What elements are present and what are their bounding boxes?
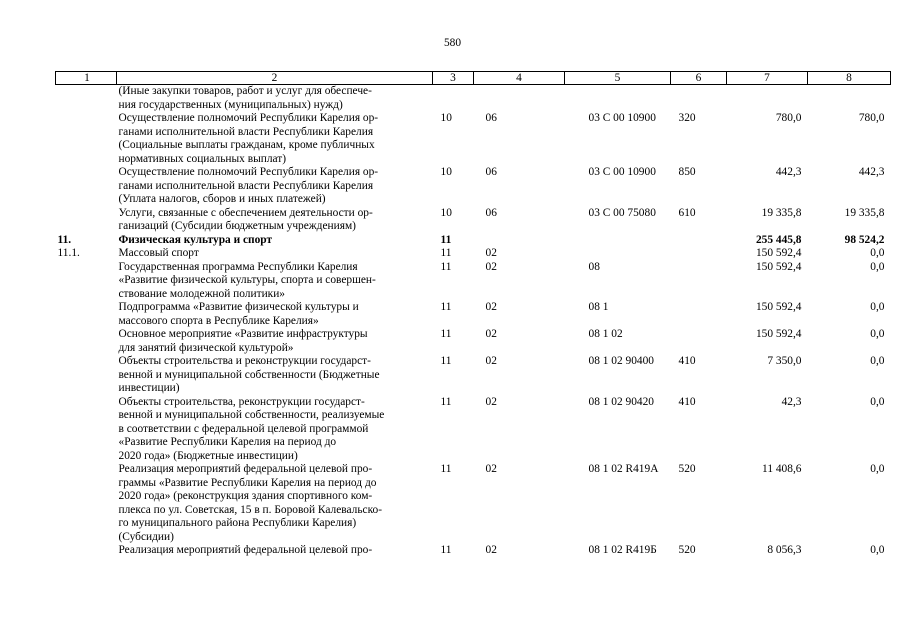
row-amount-total: 11 408,6 — [762, 463, 802, 475]
row-name — [117, 234, 433, 248]
row-amount-total: 7 350,0 — [767, 355, 802, 367]
row-amount-total: 150 592,4 — [755, 247, 802, 259]
row-name — [117, 166, 433, 207]
row-name-line: венной и муниципальной собственности (Бюджетные — [118, 368, 380, 381]
header-col-2: 2 — [117, 72, 433, 85]
row-name-line: Государственная программа Республики Карелия — [118, 260, 358, 273]
row-subsection: 02 — [485, 247, 497, 259]
row-number — [56, 328, 117, 355]
row-expense-type — [671, 261, 727, 302]
header-col-3: 3 — [433, 72, 474, 85]
row-expense-type: 410 — [678, 395, 696, 408]
table-row — [56, 328, 891, 355]
row-target-code: 08 — [588, 260, 600, 273]
table-row — [56, 396, 891, 464]
header-col-7: 7 — [727, 72, 808, 85]
row-expense-type — [671, 85, 727, 113]
row-name-line: ствование молодежной политики» — [118, 287, 285, 300]
row-expense-type — [671, 328, 727, 355]
row-amount-total: 442,3 — [775, 166, 802, 178]
row-name-line: для занятий физической культурой» — [118, 341, 294, 354]
row-target-code: 08 1 02 90400 — [588, 355, 654, 367]
table-row — [56, 301, 891, 328]
row-section: 11 — [440, 395, 452, 408]
row-amount-federal: 0,0 — [870, 328, 885, 340]
row-amount-federal: 442,3 — [858, 166, 885, 178]
page-number: 580 — [443, 37, 462, 49]
row-name-line: ганами исполнительной власти Республики Карелия — [118, 125, 374, 138]
row-target-code: 08 1 02 R419Б — [588, 544, 657, 556]
row-amount-federal: 0,0 — [870, 355, 885, 367]
row-amount-federal: 0,0 — [870, 260, 885, 273]
table-row — [56, 261, 891, 302]
header-col-4: 4 — [474, 72, 565, 85]
row-subsection: 06 — [485, 206, 497, 219]
row-section: 11 — [440, 463, 452, 475]
row-target-code: 08 1 — [588, 301, 609, 313]
row-section: 10 — [440, 206, 452, 219]
header-col-8: 8 — [808, 72, 891, 85]
table-row — [56, 247, 891, 261]
row-name — [117, 463, 433, 544]
row-expense-type: 850 — [678, 166, 696, 178]
row-number: 11.1. — [57, 247, 80, 259]
header-col-5: 5 — [565, 72, 671, 85]
row-name-line: 2020 года» (реконструкция здания спортивного ком- — [118, 490, 373, 502]
row-section: 11 — [440, 260, 452, 273]
row-name — [117, 396, 433, 464]
row-section: 11 — [440, 328, 452, 340]
row-target-code: 03 С 00 10900 — [588, 112, 656, 124]
row-subsection: 02 — [485, 544, 497, 556]
row-amount-federal: 0,0 — [870, 395, 885, 408]
row-name-line: «Развитие физической культуры, спорта и совершен- — [118, 274, 376, 286]
row-amount-federal: 0,0 — [870, 544, 885, 556]
row-number — [56, 463, 117, 544]
row-name — [117, 261, 433, 302]
table-row — [56, 355, 891, 396]
row-expense-type — [671, 301, 727, 328]
row-number — [56, 396, 117, 464]
row-number — [56, 166, 117, 207]
row-name-line: массового спорта в Республике Карелия» — [118, 314, 319, 327]
row-name-line: ганизаций (Субсидии бюджетным учреждениям) — [118, 220, 356, 232]
row-subsection — [474, 85, 565, 113]
row-number — [56, 207, 117, 234]
header-col-1: 1 — [56, 72, 117, 85]
row-target-code — [565, 85, 671, 113]
row-amount-federal: 19 335,8 — [844, 206, 885, 219]
budget-table — [55, 71, 891, 558]
row-number — [56, 261, 117, 302]
row-target-code: 08 1 02 — [588, 328, 623, 340]
row-name-line: венной и муниципальной собственности, реализуемые — [118, 409, 385, 421]
row-section — [433, 85, 474, 113]
row-target-code: 03 С 00 10900 — [588, 166, 656, 178]
row-name-line: (Субсидии) — [118, 530, 174, 543]
row-name-line: го муниципального района Республики Карелия) — [118, 517, 357, 529]
row-number — [56, 355, 117, 396]
row-subsection: 02 — [485, 260, 497, 273]
table-row — [56, 112, 891, 166]
row-expense-type: 520 — [678, 463, 696, 475]
row-target-code: 08 1 02 R419А — [588, 463, 659, 475]
row-name-line: нормативных социальных выплат) — [118, 152, 287, 165]
row-expense-type: 320 — [678, 112, 696, 124]
row-name-line: «Развитие Республики Карелия на период до — [118, 436, 337, 448]
table-row — [56, 207, 891, 234]
row-section: 11 — [440, 544, 452, 556]
row-name-line: (Уплата налогов, сборов и иных платежей) — [118, 193, 326, 205]
header-col-6: 6 — [671, 72, 727, 85]
row-name-line: ния государственных (муниципальных) нужд) — [118, 98, 343, 111]
row-amount-total: 150 592,4 — [755, 260, 802, 273]
row-name-line: Подпрограмма «Развитие физической культуры и — [118, 301, 359, 313]
row-amount-total: 42,3 — [781, 395, 802, 408]
row-target-code — [565, 234, 671, 248]
row-amount-federal: 780,0 — [858, 112, 885, 124]
row-subsection — [474, 234, 565, 248]
row-amount-total: 255 445,8 — [755, 233, 802, 246]
row-amount-total: 8 056,3 — [767, 544, 802, 556]
row-amount-federal — [808, 85, 891, 113]
row-name — [117, 207, 433, 234]
table-row — [56, 85, 891, 113]
row-subsection: 06 — [485, 166, 497, 178]
row-number — [56, 544, 117, 558]
row-amount-total: 150 592,4 — [755, 328, 802, 340]
row-expense-type: 520 — [678, 544, 696, 556]
row-subsection: 02 — [485, 301, 497, 313]
row-section: 11 — [440, 301, 452, 313]
table-body — [56, 85, 891, 558]
row-name-line: (Социальные выплаты гражданам, кроме публичных — [118, 139, 375, 151]
row-name — [117, 112, 433, 166]
row-amount-federal: 0,0 — [870, 301, 885, 313]
row-name-line: Реализация мероприятий федеральной целевой про- — [118, 463, 373, 475]
row-subsection: 02 — [485, 328, 497, 340]
header-row — [56, 72, 891, 85]
row-subsection: 02 — [485, 355, 497, 367]
row-target-code — [565, 247, 671, 261]
row-amount-federal: 0,0 — [870, 247, 885, 259]
row-section: 11 — [440, 233, 452, 246]
row-subsection: 02 — [485, 395, 497, 408]
row-name-line: инвестиции) — [118, 382, 180, 394]
row-name-line: Физическая культура и спорт — [118, 233, 273, 246]
table-row — [56, 166, 891, 207]
row-name-line: Объекты строительства и реконструкции государст- — [118, 355, 371, 367]
row-number — [56, 112, 117, 166]
row-name-line: Объекты строительства, реконструкции государст- — [118, 395, 365, 408]
row-expense-type — [671, 247, 727, 261]
row-name-line: Осуществление полномочий Республики Карелия ор- — [118, 112, 379, 124]
row-number — [56, 301, 117, 328]
row-name — [117, 544, 433, 558]
row-amount-federal: 0,0 — [870, 463, 885, 475]
row-amount-federal: 98 524,2 — [844, 233, 885, 246]
row-expense-type: 610 — [678, 206, 696, 219]
table-row — [56, 463, 891, 544]
row-number: 11. — [57, 233, 72, 246]
row-name — [117, 301, 433, 328]
row-subsection: 06 — [485, 112, 497, 124]
row-expense-type — [671, 234, 727, 248]
row-amount-total: 780,0 — [775, 112, 802, 124]
row-amount-total — [727, 85, 808, 113]
row-name-line: Основное мероприятие «Развитие инфраструктуры — [118, 328, 368, 340]
row-section: 10 — [440, 112, 452, 124]
row-name-line: (Иные закупки товаров, работ и услуг для обеспече- — [118, 85, 372, 97]
table-row — [56, 544, 891, 558]
row-name — [117, 247, 433, 261]
row-name-line: Услуги, связанные с обеспечением деятельности ор- — [118, 206, 373, 219]
row-number — [56, 85, 117, 113]
row-expense-type: 410 — [678, 355, 696, 367]
row-name-line: Осуществление полномочий Республики Карелия ор- — [118, 166, 379, 178]
row-name-line: Массовый спорт — [118, 247, 199, 259]
row-name — [117, 85, 433, 113]
row-subsection: 02 — [485, 463, 497, 475]
row-name-line: Реализация мероприятий федеральной целевой про- — [118, 544, 373, 556]
row-amount-total: 19 335,8 — [761, 206, 802, 219]
row-name — [117, 328, 433, 355]
row-name-line: ганами исполнительной власти Республики Карелия — [118, 179, 374, 192]
row-name-line: 2020 года» (Бюджетные инвестиции) — [118, 449, 298, 462]
row-name-line: плекса по ул. Советская, 15 в п. Боровой Калевальско- — [118, 503, 383, 516]
row-section: 11 — [440, 247, 452, 259]
row-amount-total: 150 592,4 — [755, 301, 802, 313]
row-name — [117, 355, 433, 396]
row-section: 10 — [440, 166, 452, 178]
row-name-line: в соответствии с федеральной целевой программой — [118, 422, 369, 435]
table-row — [56, 234, 891, 248]
row-target-code: 03 С 00 75080 — [588, 206, 656, 219]
row-section: 11 — [440, 355, 452, 367]
row-target-code: 08 1 02 90420 — [588, 395, 654, 408]
row-name-line: граммы «Развитие Республики Карелия на период до — [118, 476, 377, 489]
